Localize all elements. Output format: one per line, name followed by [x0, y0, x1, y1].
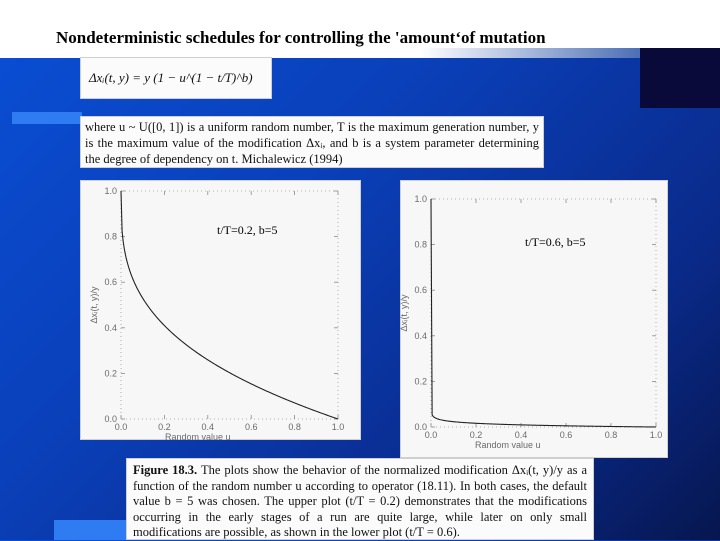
slide-title: Nondeterministic schedules for controlling the 'amount‘of mutation — [56, 28, 546, 47]
plot-late-xtick-label: 0.8 — [604, 430, 618, 440]
decorative-accent-bar — [12, 112, 82, 124]
plot-late-xtick-label: 0.2 — [469, 430, 483, 440]
plot-late-svg — [401, 181, 669, 459]
plot-early-xlabel: Random value u — [165, 432, 231, 442]
decorative-bottom-accent — [54, 520, 126, 540]
decorative-dark-bar — [640, 48, 720, 108]
plot-late-frame — [431, 199, 656, 427]
plot-early — [80, 180, 361, 440]
plot-late-ytick-label: 1.0 — [414, 194, 427, 204]
description-text: where u ~ U([0, 1]) is a uniform random number, T is the maximum generation number, y is the maximum value of the modification Δxᵢ, and b is a system parameter determining the degree of dependency on t. Michalewicz (1994) — [80, 116, 544, 168]
plot-late-ytick-label: 0.4 — [414, 330, 427, 341]
plot-early-ytick-label: 0.2 — [104, 368, 117, 379]
plot-late-xlabel: Random value u — [475, 440, 541, 450]
formula-text: Δxᵢ(t, y) = y (1 − u^(1 − t/T)^b) — [89, 70, 253, 85]
plot-early-ytick-label: 0.6 — [104, 277, 117, 288]
plot-late-ytick-label: 0.2 — [414, 376, 427, 387]
plot-early-ytick-label: 1.0 — [104, 186, 117, 196]
plot-early-ylabel: Δxᵢ(t, y)/y — [89, 286, 99, 324]
plot-late-xtick-label: 0.4 — [514, 430, 528, 440]
plot-late-curve — [431, 199, 656, 427]
plot-early-ytick-label: 0.8 — [104, 231, 117, 242]
plot-early-svg — [81, 181, 362, 441]
plot-late-xtick-label: 0.0 — [424, 430, 438, 440]
caption-body: The plots show the behavior of the normalized modification Δxᵢ(t, y)/y as a function of the random number u according to operator (18.11). In both cases, the default value b = 5 was chosen. The upper plot (t/T = 0.2) demonstrates that the modifications occurring in the early stages of a run are quite large, while later on only small modifications are possible, as shown in the lower plot (t/T = 0.6). — [133, 463, 587, 539]
formula-image — [80, 57, 272, 99]
plot-late-ytick-label: 0.0 — [414, 422, 427, 432]
plot-late-ytick-label: 0.8 — [414, 239, 427, 250]
plot-early-xtick-label: 0.4 — [201, 422, 215, 432]
plot-early-ytick-label: 0.0 — [104, 414, 117, 424]
plot-early-ytick-label: 0.4 — [104, 322, 117, 333]
plot-early-xtick-label: 0.8 — [288, 422, 301, 432]
plot-late-annotation: t/T=0.6, b=5 — [525, 235, 586, 249]
plot-late-ylabel: Δxᵢ(t, y)/y — [399, 294, 409, 332]
plot-early-xtick-label: 1.0 — [331, 422, 345, 432]
plot-late-xtick-label: 0.6 — [559, 430, 573, 440]
figure-caption — [126, 458, 594, 540]
plot-early-xtick-label: 0.6 — [244, 422, 258, 432]
plot-early-xtick-label: 0.0 — [114, 422, 128, 432]
plot-late-xtick-label: 1.0 — [649, 430, 663, 440]
plot-early-xtick-label: 0.2 — [158, 422, 171, 432]
plot-late — [400, 180, 668, 458]
plot-early-annotation: t/T=0.2, b=5 — [217, 223, 278, 237]
plot-late-ytick-label: 0.6 — [414, 285, 427, 296]
caption-figure-number: Figure 18.3. — [133, 463, 198, 477]
